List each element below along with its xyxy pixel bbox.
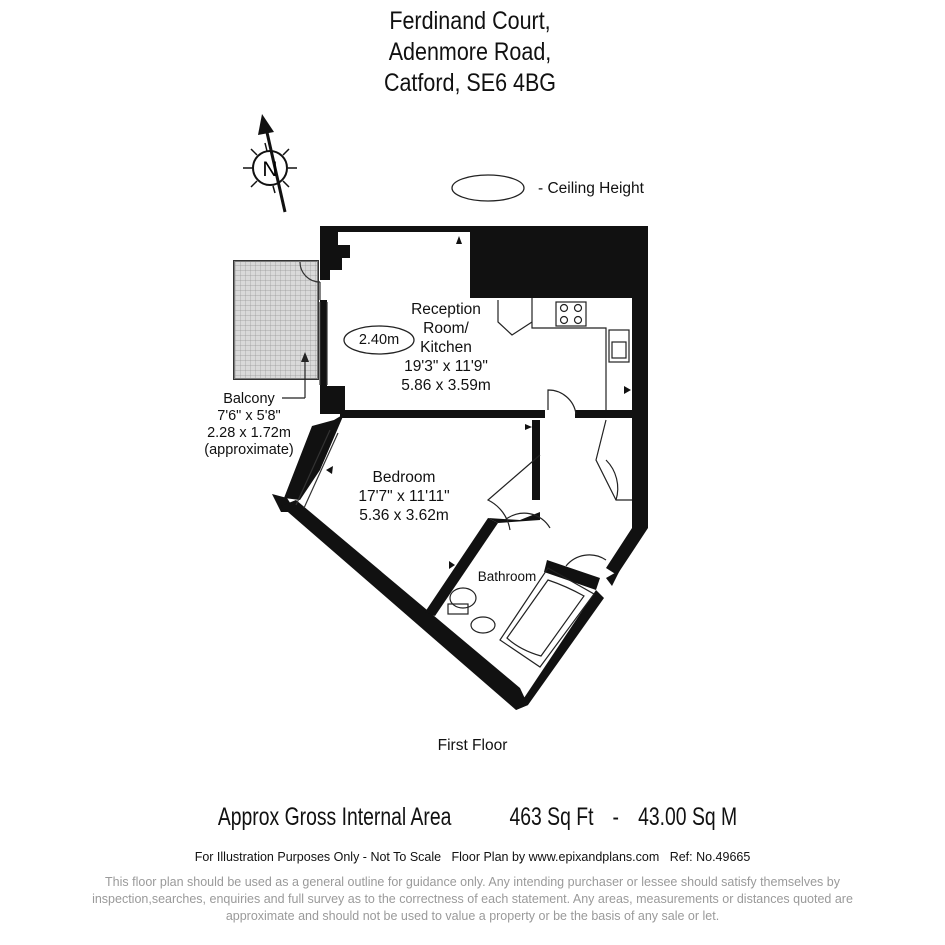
address-line-2: Adenmore Road,	[388, 38, 552, 66]
address-line-3: Catford, SE6 4BG	[383, 69, 557, 97]
room-bedroom	[358, 468, 449, 525]
area-label: Approx Gross Internal Area	[217, 803, 452, 831]
floor-label: First Floor	[437, 737, 508, 754]
reception-name-2: Room/	[423, 320, 469, 337]
legend-label: - Ceiling Height	[538, 180, 644, 197]
address-line-1: Ferdinand Court,	[389, 7, 551, 35]
area-sq-m: 43.00 Sq M	[637, 803, 737, 831]
ceiling-height-ellipse-icon	[452, 175, 524, 201]
balcony-name: Balcony	[223, 391, 275, 407]
disclaimer: This floor plan should be used as a general outline for guidance only. Any intending purchaser or lessee should satisfy themselves by inspection,searches, enquiries and full survey as to the correctness of each statement. Any areas, measurements or distances quoted are approximate and should not be used to value a property or be the basis of any sale or let.	[92, 875, 853, 923]
compass-label: N	[262, 158, 278, 181]
balcony-note: (approximate)	[204, 442, 294, 458]
illustration-note	[0, 850, 945, 864]
room-reception	[401, 300, 491, 395]
reception-ceiling-height: 2.40m	[358, 332, 400, 348]
illustration-text: For Illustration Purposes Only - Not To Scale	[194, 850, 442, 864]
illustration-ref: Ref: No.49665	[669, 850, 751, 864]
bedroom-dim-metric: 5.36 x 3.62m	[359, 507, 449, 524]
reception-name-3: Kitchen	[420, 339, 472, 356]
bedroom-dim-imperial: 17'7" x 11'11"	[358, 488, 450, 505]
outer-walls	[272, 226, 648, 710]
reception-dim-metric: 5.86 x 3.59m	[401, 377, 491, 394]
balcony-dim-metric: 2.28 x 1.72m	[207, 425, 291, 441]
illustration-credit: Floor Plan by www.epixandplans.com	[451, 850, 660, 864]
balcony-dim-imperial: 7'6" x 5'8"	[217, 408, 281, 424]
area-sq-ft: 463 Sq Ft	[509, 803, 594, 831]
area-separator: -	[611, 803, 619, 831]
bedroom-name: Bedroom	[372, 469, 436, 486]
reception-dim-imperial: 19'3" x 11'9"	[404, 358, 488, 375]
room-bathroom: Bathroom	[477, 569, 537, 584]
reception-name-1: Reception	[411, 301, 481, 318]
kitchen-counter	[498, 298, 629, 410]
gross-internal-area	[0, 803, 945, 832]
room-balcony	[204, 391, 293, 459]
